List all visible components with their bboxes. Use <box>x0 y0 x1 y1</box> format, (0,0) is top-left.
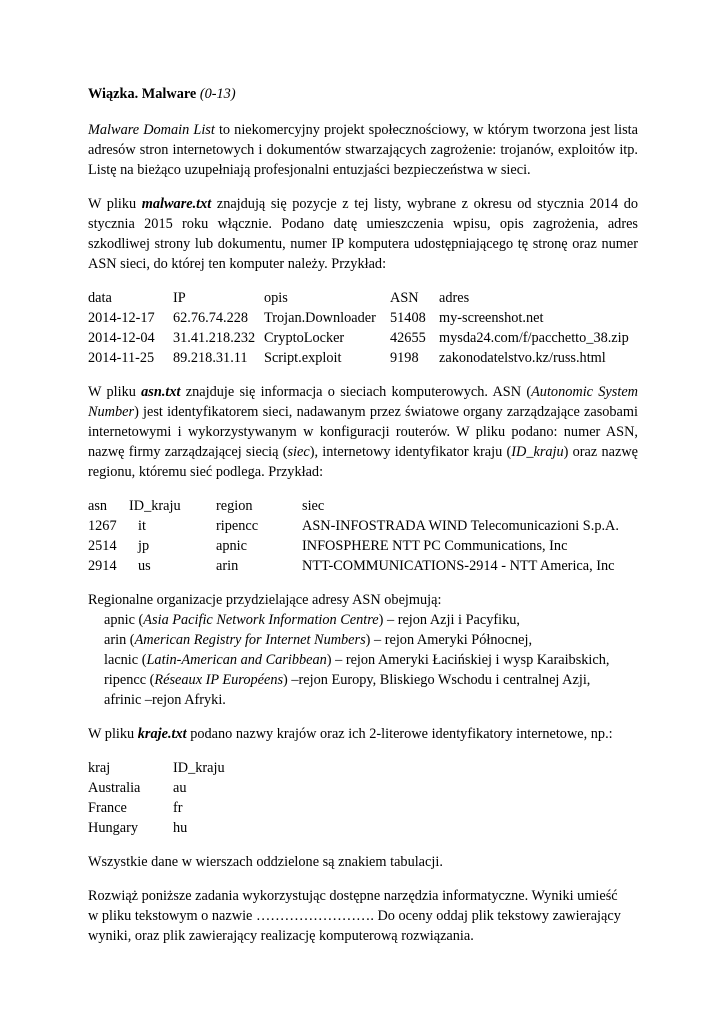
table-row <box>88 308 629 328</box>
text: data <box>88 290 112 306</box>
text: ) jest identyfikatorem sieci, nadawanym przez światowe organy zarządzające zasobami internetowymi i wykorzystywanym w konfiguracji routerów. W pliku podano: numer ASN, nazwę firmy zarządzającej siecią ( <box>88 404 638 460</box>
text: W pliku <box>88 384 142 400</box>
text: znajdują się pozycje z tej listy, wybrane z okresu od stycznia 2014 do stycznia 2015 roku włącznie. Podano datę umieszczenia wpisu, opis zagrożenia, adres szkodliwej strony lub dokumentu, numer IP komputera udostępniającego tę stronę oraz numer ASN sieci, do której ten komputer należy. Przykład: <box>88 196 638 272</box>
text: Script.exploit <box>264 350 342 366</box>
text: znajduje się informacja o sieciach komputerowych. ASN ( <box>180 384 532 400</box>
asn-table-header <box>88 496 619 516</box>
text: adres <box>439 290 470 306</box>
text: apnic ( <box>104 612 144 628</box>
text: asn <box>88 498 108 514</box>
title-points: (0-13) <box>199 86 236 102</box>
regions-list <box>104 610 638 710</box>
text: NTT-COMMUNICATIONS-2914 - NTT America, Inc <box>302 558 615 574</box>
final-paragraph <box>88 886 638 946</box>
text: lacnic ( <box>104 652 147 668</box>
text: hu <box>173 820 188 836</box>
table-row <box>88 536 619 556</box>
text: ripencc ( <box>104 672 155 688</box>
final-line: wyniki, oraz plik zawierający realizację komputerową rozwiązania. <box>88 928 474 944</box>
table-row <box>88 348 629 368</box>
text: W pliku <box>88 726 138 742</box>
text: American Registry for Internet Numbers <box>134 632 366 648</box>
text: Réseaux IP Européens <box>154 672 284 688</box>
malware-paragraph <box>88 194 638 274</box>
text: it <box>138 518 146 534</box>
regions-intro: Regionalne organizacje przydzielające adresy ASN obejmują: <box>88 592 442 608</box>
table-row <box>88 328 629 348</box>
text: zakonodatelstvo.kz/russ.html <box>439 350 606 366</box>
text: fr <box>173 800 183 816</box>
asn-table <box>88 496 619 576</box>
text: jp <box>138 538 150 554</box>
kraje-table-header <box>88 758 225 778</box>
text: 2514 <box>88 538 117 554</box>
text: IP <box>173 290 186 306</box>
intro-paragraph <box>88 120 638 180</box>
text: CryptoLocker <box>264 330 345 346</box>
text: 2914 <box>88 558 117 574</box>
section-title <box>88 84 638 104</box>
text: opis <box>264 290 288 306</box>
text: mysda24.com/f/pacchetto_38.zip <box>439 330 629 346</box>
table-row <box>88 818 225 838</box>
text: siec <box>287 444 310 460</box>
text: 1267 <box>88 518 117 534</box>
kraje-table <box>88 758 225 838</box>
tab-note: Wszystkie dane w wierszach oddzielone są znakiem tabulacji. <box>88 854 443 870</box>
asn-paragraph <box>88 382 638 482</box>
text: my-screenshot.net <box>439 310 544 326</box>
text: Latin-American and Caribbean <box>146 652 327 668</box>
text: 51408 <box>390 310 426 326</box>
table-row <box>88 778 225 798</box>
file-kraje: kraje.txt <box>137 726 187 742</box>
text: ) – rejon Azji i Pacyfiku, <box>378 612 520 628</box>
text: 89.218.31.11 <box>173 350 248 366</box>
table-row <box>88 556 619 576</box>
text: ID_kraju <box>511 444 564 460</box>
text: ID_kraju <box>173 760 225 776</box>
text: kraj <box>88 760 111 776</box>
final-line: w pliku tekstowym o nazwie ……………………. Do oceny oddaj plik tekstowy zawierający <box>88 908 621 924</box>
text: ASN <box>390 290 419 306</box>
text: W pliku <box>88 196 142 212</box>
text: Autonomic System Number <box>88 384 638 420</box>
text: arin ( <box>104 632 135 648</box>
text: 2014-12-04 <box>88 330 155 346</box>
text: podano nazwy krajów oraz ich 2-literowe identyfikatory internetowe, np.: <box>186 726 613 742</box>
list-item <box>104 670 638 690</box>
text: ) – rejon Ameryki Północnej, <box>365 632 533 648</box>
text: 62.76.74.228 <box>173 310 249 326</box>
file-asn: asn.txt <box>141 384 181 400</box>
document-page <box>88 84 638 946</box>
text: arin <box>216 558 239 574</box>
text: Australia <box>88 780 141 796</box>
text: 42655 <box>390 330 426 346</box>
table-row <box>88 798 225 818</box>
text: au <box>173 780 187 796</box>
text: ) –rejon Europy, Bliskiego Wschodu i centralnej Azji, <box>283 672 591 688</box>
text: ID_kraju <box>129 498 181 514</box>
text: Hungary <box>88 820 139 836</box>
text: INFOSPHERE NTT PC Communications, Inc <box>302 538 568 554</box>
list-item <box>104 650 638 670</box>
text: afrinic –rejon Afryki. <box>104 692 226 708</box>
text: Trojan.Downloader <box>264 310 376 326</box>
text: to niekomercyjny projekt społecznościowy, w którym tworzona jest lista adresów stron internetowych i dokumentów stwarzających zagrożenie: trojanów, exploitów itp. Listę na bieżąco uzupełniają profesjonalni entuzjaści bezpieczeństwa w sieci. <box>88 122 638 178</box>
text: ASN-INFOSTRADA WIND Telecomunicazioni S.p.A. <box>302 518 619 534</box>
malware-table-header <box>88 288 629 308</box>
text: ), internetowy identyfikator kraju ( <box>309 444 512 460</box>
text: region <box>216 498 253 514</box>
text: Wiązka. Malware <box>88 86 197 102</box>
text: 31.41.218.232 <box>173 330 256 346</box>
text: ) – rejon Ameryki Łacińskiej i wysp Karaibskich, <box>326 652 610 668</box>
text: ) oraz nazwę regionu, któremu sieć podlega. Przykład: <box>88 444 638 480</box>
list-item <box>104 690 638 710</box>
list-item <box>104 610 638 630</box>
table-row <box>88 516 619 536</box>
text: France <box>88 800 127 816</box>
text: 2014-12-17 <box>88 310 155 326</box>
text: us <box>138 558 151 574</box>
list-item <box>104 630 638 650</box>
file-malware: malware.txt <box>141 196 212 212</box>
text: apnic <box>216 538 247 554</box>
text: siec <box>302 498 325 514</box>
text: ripencc <box>216 518 259 534</box>
text: 9198 <box>390 350 419 366</box>
malware-table <box>88 288 629 368</box>
final-line: Rozwiąż poniższe zadania wykorzystując dostępne narzędzia informatyczne. Wyniki umieść <box>88 888 618 904</box>
intro-name: Malware Domain List <box>88 122 215 138</box>
text: 2014-11-25 <box>88 350 155 366</box>
kraje-paragraph <box>88 724 638 744</box>
text: Asia Pacific Network Information Centre <box>143 612 379 628</box>
